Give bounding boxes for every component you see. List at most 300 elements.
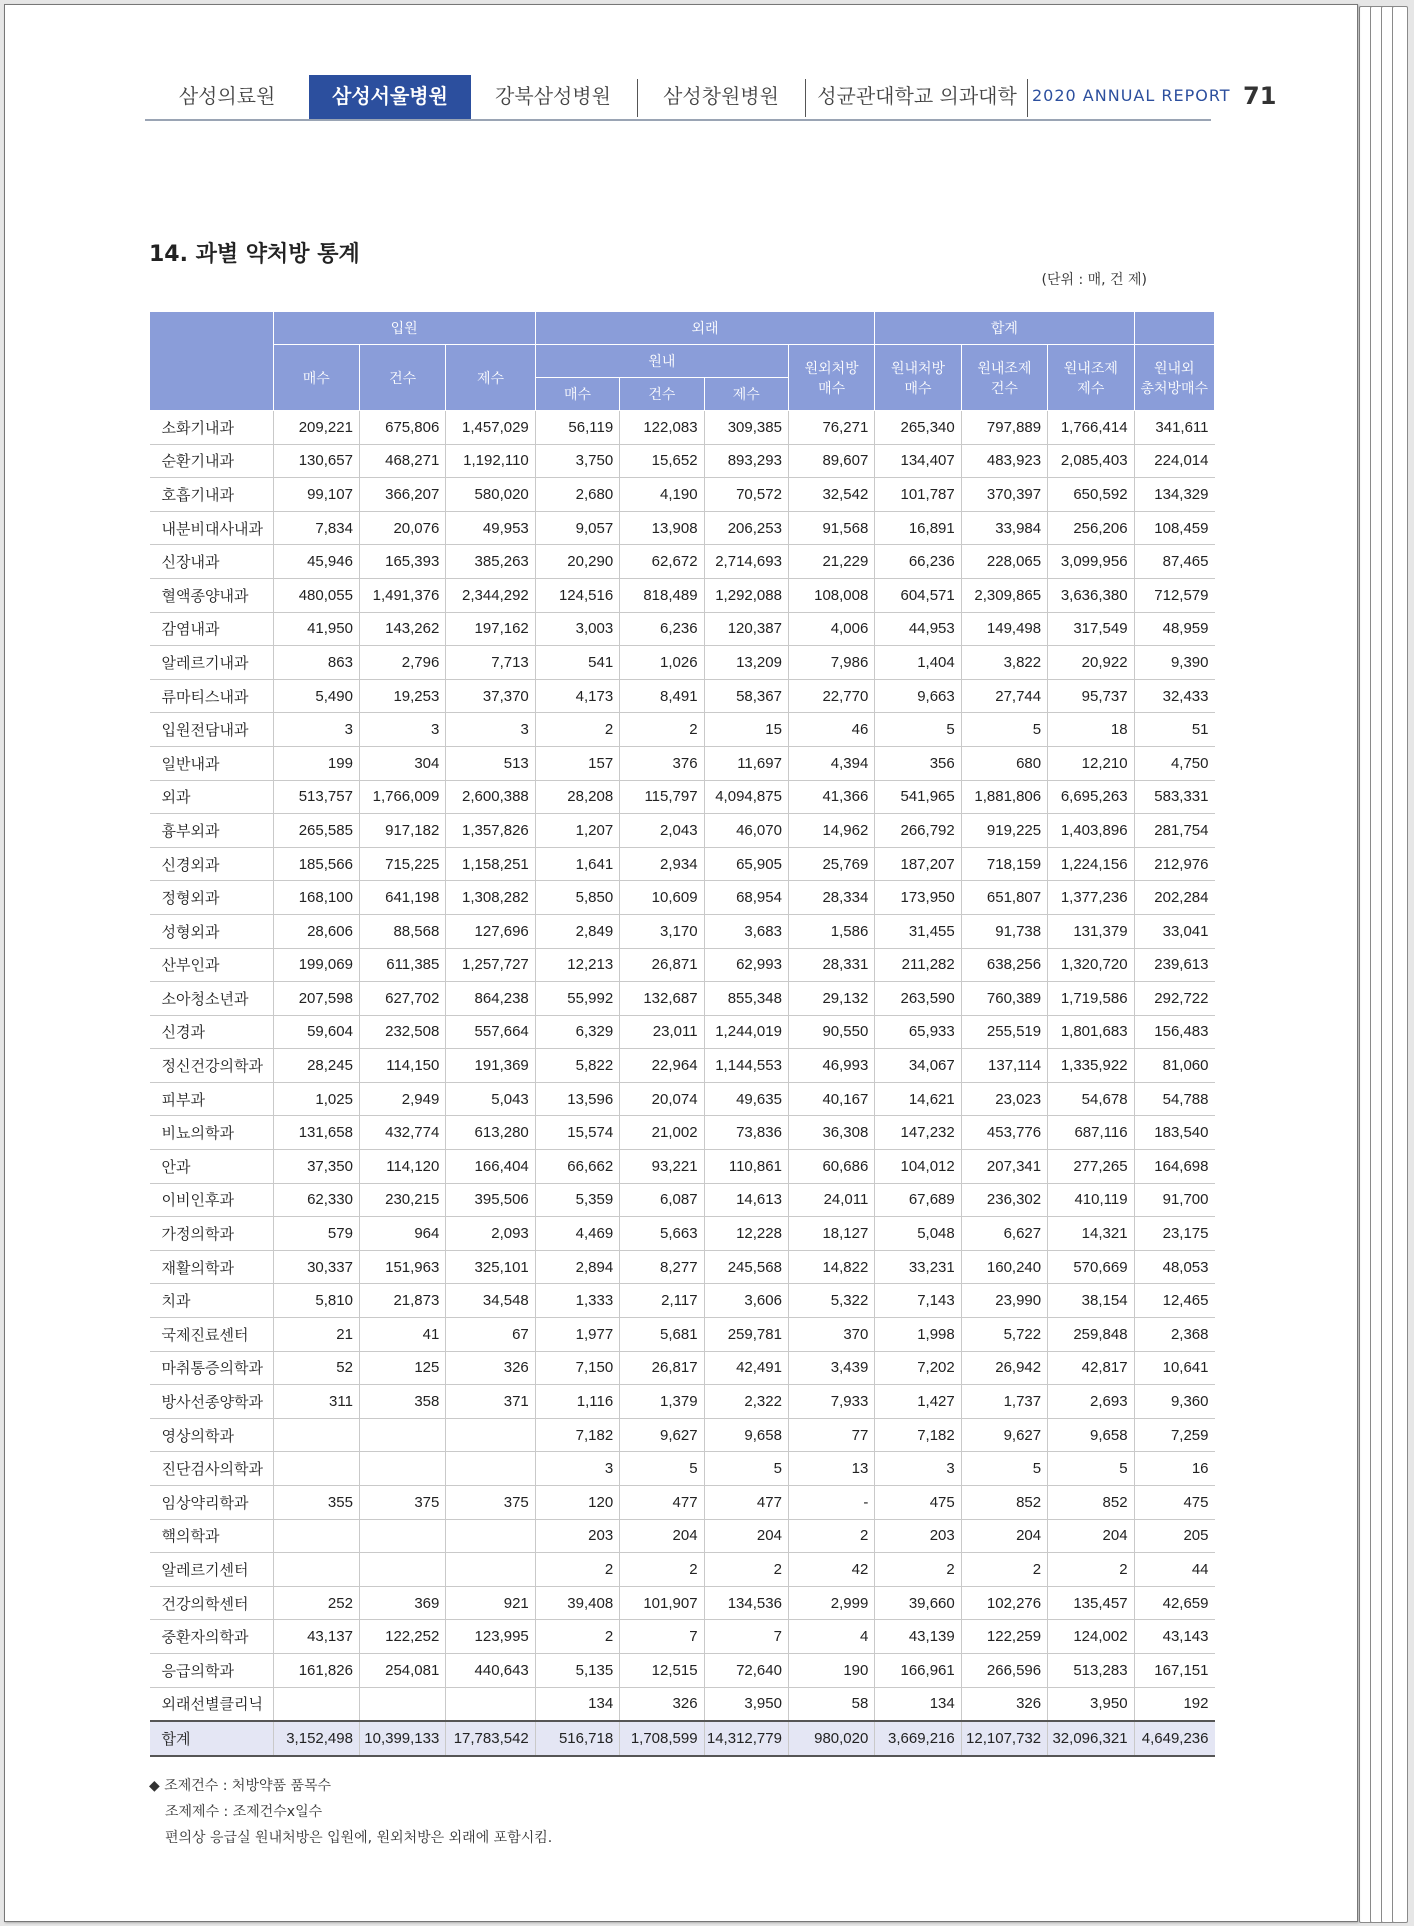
- value-cell: 207,341: [961, 1150, 1047, 1184]
- value-cell: 33,984: [961, 511, 1047, 545]
- table-row: [150, 1418, 1215, 1452]
- value-cell: 67,689: [875, 1183, 961, 1217]
- value-cell: 91,568: [788, 511, 874, 545]
- department-name-cell: 신경과: [150, 1015, 274, 1049]
- value-cell: 40,167: [788, 1082, 874, 1116]
- value-cell: 9,390: [1134, 646, 1214, 680]
- tab-samsung-seoul-hospital[interactable]: 삼성서울병원: [309, 75, 471, 119]
- value-cell: 579: [273, 1217, 359, 1251]
- department-name-cell: 가정의학과: [150, 1217, 274, 1251]
- value-cell: 326: [446, 1351, 535, 1385]
- value-cell: 19,253: [359, 679, 445, 713]
- department-name-cell: 감염내과: [150, 612, 274, 646]
- value-cell: 4,190: [620, 478, 704, 512]
- value-cell: 1,641: [535, 847, 619, 881]
- value-cell: 5,322: [788, 1284, 874, 1318]
- value-cell: 7,933: [788, 1385, 874, 1419]
- value-cell: 209,221: [273, 411, 359, 445]
- value-cell: 1,192,110: [446, 444, 535, 478]
- value-cell: 863: [273, 646, 359, 680]
- value-cell: 919,225: [961, 814, 1047, 848]
- value-cell: 21,229: [788, 545, 874, 579]
- value-cell: 675,806: [359, 411, 445, 445]
- value-cell: 2: [1048, 1553, 1134, 1587]
- tab-samsung-medical-center[interactable]: 삼성의료원: [178, 84, 276, 108]
- value-cell: 88,568: [359, 914, 445, 948]
- value-cell: 236,302: [961, 1183, 1047, 1217]
- value-cell: 5,359: [535, 1183, 619, 1217]
- value-cell: 2,693: [1048, 1385, 1134, 1419]
- value-cell: 259,781: [704, 1318, 788, 1352]
- value-cell: 1,998: [875, 1318, 961, 1352]
- value-cell: 108,008: [788, 578, 874, 612]
- value-cell: 917,182: [359, 814, 445, 848]
- value-cell: [446, 1687, 535, 1721]
- value-cell: 59,604: [273, 1015, 359, 1049]
- table-row: [150, 982, 1215, 1016]
- value-cell: 157: [535, 746, 619, 780]
- value-cell: 23,023: [961, 1082, 1047, 1116]
- value-cell: 147,232: [875, 1116, 961, 1150]
- value-cell: 12,213: [535, 948, 619, 982]
- value-cell: 680: [961, 746, 1047, 780]
- value-cell: 28,606: [273, 914, 359, 948]
- value-cell: 37,350: [273, 1150, 359, 1184]
- value-cell: 46,070: [704, 814, 788, 848]
- value-cell: 15,652: [620, 444, 704, 478]
- value-cell: 1,292,088: [704, 578, 788, 612]
- value-cell: 199: [273, 746, 359, 780]
- header-out-cases: 건수: [620, 378, 704, 411]
- value-cell: 25,769: [788, 847, 874, 881]
- value-cell: 72,640: [704, 1653, 788, 1687]
- value-cell: [273, 1519, 359, 1553]
- value-cell: 34,548: [446, 1284, 535, 1318]
- value-cell: [273, 1553, 359, 1587]
- value-cell: 149,498: [961, 612, 1047, 646]
- header-outside-rx: [788, 345, 874, 411]
- report-page: [4, 4, 1358, 1922]
- value-cell: 5: [704, 1452, 788, 1486]
- table-body: [150, 411, 1215, 1756]
- value-cell: [359, 1418, 445, 1452]
- table-row: [150, 478, 1215, 512]
- table-row: [150, 444, 1215, 478]
- table-row: [150, 1687, 1215, 1721]
- value-cell: 376: [620, 746, 704, 780]
- value-cell: [359, 1687, 445, 1721]
- tab-skku-medicine[interactable]: 성균관대학교 의과대학: [817, 84, 1017, 108]
- department-name-cell: 안과: [150, 1150, 274, 1184]
- value-cell: 855,348: [704, 982, 788, 1016]
- header-out-doses: 제수: [704, 378, 788, 411]
- nav-divider: [805, 79, 806, 117]
- table-row: [150, 1250, 1215, 1284]
- department-name-cell: 혈액종양내과: [150, 578, 274, 612]
- value-cell: 718,159: [961, 847, 1047, 881]
- value-cell: 1,881,806: [961, 780, 1047, 814]
- value-cell: 65,905: [704, 847, 788, 881]
- value-cell: 3,950: [704, 1687, 788, 1721]
- value-cell: 687,116: [1048, 1116, 1134, 1150]
- value-cell: 2,117: [620, 1284, 704, 1318]
- table-row: [150, 914, 1215, 948]
- value-cell: 1,158,251: [446, 847, 535, 881]
- department-name-cell: 이비인후과: [150, 1183, 274, 1217]
- value-cell: 187,207: [875, 847, 961, 881]
- value-cell: 1,491,376: [359, 578, 445, 612]
- department-name-cell: 중환자의학과: [150, 1620, 274, 1654]
- value-cell: 5,043: [446, 1082, 535, 1116]
- header-in-prep-doses-line2: 제수: [1077, 379, 1105, 396]
- value-cell: 5,135: [535, 1653, 619, 1687]
- header-in-prep-cases: [961, 345, 1047, 411]
- value-cell: 3: [875, 1452, 961, 1486]
- value-cell: 1,766,009: [359, 780, 445, 814]
- value-cell: 3,750: [535, 444, 619, 478]
- value-cell: 580,020: [446, 478, 535, 512]
- value-cell: 852: [961, 1486, 1047, 1520]
- value-cell: 104,012: [875, 1150, 961, 1184]
- value-cell: 1,224,156: [1048, 847, 1134, 881]
- value-cell: 604,571: [875, 578, 961, 612]
- value-cell: 9,627: [620, 1418, 704, 1452]
- value-cell: 1,025: [273, 1082, 359, 1116]
- value-cell: 34,067: [875, 1049, 961, 1083]
- department-name-cell: 피부과: [150, 1082, 274, 1116]
- department-name-cell: 마취통증의학과: [150, 1351, 274, 1385]
- value-cell: 161,826: [273, 1653, 359, 1687]
- table-row: [150, 1620, 1215, 1654]
- department-name-cell: 산부인과: [150, 948, 274, 982]
- value-cell: 43,143: [1134, 1620, 1214, 1654]
- value-cell: 2: [875, 1553, 961, 1587]
- department-name-cell: 소아청소년과: [150, 982, 274, 1016]
- value-cell: 366,207: [359, 478, 445, 512]
- department-name-cell: 재활의학과: [150, 1250, 274, 1284]
- value-cell: 49,953: [446, 511, 535, 545]
- value-cell: 77: [788, 1418, 874, 1452]
- value-cell: 132,687: [620, 982, 704, 1016]
- value-cell: 2,093: [446, 1217, 535, 1251]
- value-cell: 62,672: [620, 545, 704, 579]
- value-cell: 2,322: [704, 1385, 788, 1419]
- value-cell: 204: [1048, 1519, 1134, 1553]
- value-cell: 29,132: [788, 982, 874, 1016]
- value-cell: 1,335,922: [1048, 1049, 1134, 1083]
- value-cell: 3,152,498: [273, 1721, 359, 1756]
- value-cell: 164,698: [1134, 1150, 1214, 1184]
- value-cell: 371: [446, 1385, 535, 1419]
- value-cell: 304: [359, 746, 445, 780]
- value-cell: 375: [446, 1486, 535, 1520]
- value-cell: [359, 1452, 445, 1486]
- value-cell: 134,329: [1134, 478, 1214, 512]
- value-cell: 4,649,236: [1134, 1721, 1214, 1756]
- header-in-rx-line1: 원내처방: [890, 359, 946, 376]
- value-cell: 613,280: [446, 1116, 535, 1150]
- value-cell: 12,210: [1048, 746, 1134, 780]
- value-cell: 14,613: [704, 1183, 788, 1217]
- value-cell: 130,657: [273, 444, 359, 478]
- value-cell: 5,681: [620, 1318, 704, 1352]
- value-cell: 2: [961, 1553, 1047, 1587]
- value-cell: 18,127: [788, 1217, 874, 1251]
- value-cell: 211,282: [875, 948, 961, 982]
- table-row: [150, 713, 1215, 747]
- table-row: [150, 1217, 1215, 1251]
- value-cell: 137,114: [961, 1049, 1047, 1083]
- value-cell: 203: [875, 1519, 961, 1553]
- header-in-hospital: 원내: [535, 345, 788, 378]
- value-cell: 292,722: [1134, 982, 1214, 1016]
- header-total-rx-line2: 총처방매수: [1140, 379, 1209, 396]
- value-cell: 852: [1048, 1486, 1134, 1520]
- value-cell: 6,695,263: [1048, 780, 1134, 814]
- value-cell: 13,209: [704, 646, 788, 680]
- value-cell: 3,683: [704, 914, 788, 948]
- value-cell: 108,459: [1134, 511, 1214, 545]
- value-cell: 70,572: [704, 478, 788, 512]
- value-cell: 921: [446, 1586, 535, 1620]
- value-cell: 134: [875, 1687, 961, 1721]
- department-name-cell: 외래선별클리닉: [150, 1687, 274, 1721]
- value-cell: 23,175: [1134, 1217, 1214, 1251]
- value-cell: 122,259: [961, 1620, 1047, 1654]
- value-cell: 44,953: [875, 612, 961, 646]
- value-cell: 22,964: [620, 1049, 704, 1083]
- footnote: 조제제수 : 조제건수x일수: [165, 1804, 323, 1820]
- table-row: [150, 1183, 1215, 1217]
- value-cell: 2,934: [620, 847, 704, 881]
- value-cell: [446, 1553, 535, 1587]
- value-cell: 5,810: [273, 1284, 359, 1318]
- tab-samsung-changwon-hospital[interactable]: 삼성창원병원: [663, 84, 779, 108]
- value-cell: 30,337: [273, 1250, 359, 1284]
- value-cell: 20,922: [1048, 646, 1134, 680]
- value-cell: 10,641: [1134, 1351, 1214, 1385]
- value-cell: 66,236: [875, 545, 961, 579]
- value-cell: 185,566: [273, 847, 359, 881]
- value-cell: 256,206: [1048, 511, 1134, 545]
- value-cell: 1,737: [961, 1385, 1047, 1419]
- value-cell: 1,207: [535, 814, 619, 848]
- value-cell: 204: [961, 1519, 1047, 1553]
- value-cell: 1,026: [620, 646, 704, 680]
- department-name-cell: 호흡기내과: [150, 478, 274, 512]
- value-cell: 281,754: [1134, 814, 1214, 848]
- value-cell: 197,162: [446, 612, 535, 646]
- table-row: [150, 646, 1215, 680]
- value-cell: 20,076: [359, 511, 445, 545]
- value-cell: 3,669,216: [875, 1721, 961, 1756]
- value-cell: [359, 1519, 445, 1553]
- value-cell: 475: [1134, 1486, 1214, 1520]
- value-cell: 3,099,956: [1048, 545, 1134, 579]
- value-cell: 122,252: [359, 1620, 445, 1654]
- value-cell: 28,208: [535, 780, 619, 814]
- value-cell: 14,822: [788, 1250, 874, 1284]
- table-row: [150, 1015, 1215, 1049]
- value-cell: 641,198: [359, 881, 445, 915]
- value-cell: 67: [446, 1318, 535, 1352]
- value-cell: 91,700: [1134, 1183, 1214, 1217]
- value-cell: 2,344,292: [446, 578, 535, 612]
- value-cell: 266,792: [875, 814, 961, 848]
- value-cell: 43,139: [875, 1620, 961, 1654]
- value-cell: 15: [704, 713, 788, 747]
- table-row: [150, 948, 1215, 982]
- value-cell: 45,946: [273, 545, 359, 579]
- value-cell: 7,834: [273, 511, 359, 545]
- value-cell: 203: [535, 1519, 619, 1553]
- department-name-cell: 알레르기내과: [150, 646, 274, 680]
- value-cell: 541,965: [875, 780, 961, 814]
- value-cell: 115,797: [620, 780, 704, 814]
- table-row: [150, 578, 1215, 612]
- value-cell: 60,686: [788, 1150, 874, 1184]
- value-cell: 651,807: [961, 881, 1047, 915]
- value-cell: 110,861: [704, 1150, 788, 1184]
- value-cell: 93,221: [620, 1150, 704, 1184]
- value-cell: 2,043: [620, 814, 704, 848]
- table-row: [150, 1284, 1215, 1318]
- value-cell: 120: [535, 1486, 619, 1520]
- value-cell: 6,329: [535, 1015, 619, 1049]
- value-cell: 135,457: [1048, 1586, 1134, 1620]
- value-cell: 12,515: [620, 1653, 704, 1687]
- table-row: [150, 1351, 1215, 1385]
- table-row: [150, 780, 1215, 814]
- table-row: [150, 1586, 1215, 1620]
- header-in-prep-doses-line1: 원내조제: [1063, 359, 1118, 376]
- value-cell: 1,719,586: [1048, 982, 1134, 1016]
- value-cell: 5: [875, 713, 961, 747]
- department-name-cell: 신장내과: [150, 545, 274, 579]
- table-row: [150, 1385, 1215, 1419]
- department-name-cell: 흉부외과: [150, 814, 274, 848]
- value-cell: 17,783,542: [446, 1721, 535, 1756]
- value-cell: 131,658: [273, 1116, 359, 1150]
- value-cell: 42,659: [1134, 1586, 1214, 1620]
- value-cell: 43,137: [273, 1620, 359, 1654]
- table-row: [150, 1519, 1215, 1553]
- value-cell: 1,377,236: [1048, 881, 1134, 915]
- total-row: [150, 1721, 1215, 1756]
- value-cell: 3,170: [620, 914, 704, 948]
- department-name-cell: 순환기내과: [150, 444, 274, 478]
- value-cell: 191,369: [446, 1049, 535, 1083]
- value-cell: 173,950: [875, 881, 961, 915]
- value-cell: 12,228: [704, 1217, 788, 1251]
- value-cell: 3: [273, 713, 359, 747]
- department-name-cell: 핵의학과: [150, 1519, 274, 1553]
- value-cell: 638,256: [961, 948, 1047, 982]
- header-in-rx: [875, 345, 961, 411]
- value-cell: 541: [535, 646, 619, 680]
- value-cell: 370,397: [961, 478, 1047, 512]
- value-cell: 1,144,553: [704, 1049, 788, 1083]
- value-cell: 167,151: [1134, 1653, 1214, 1687]
- value-cell: 183,540: [1134, 1116, 1214, 1150]
- value-cell: 21: [273, 1318, 359, 1352]
- value-cell: 199,069: [273, 948, 359, 982]
- value-cell: 42,491: [704, 1351, 788, 1385]
- value-cell: 23,011: [620, 1015, 704, 1049]
- tab-kangbuk-samsung-hospital[interactable]: 강북삼성병원: [495, 84, 611, 108]
- value-cell: 48,053: [1134, 1250, 1214, 1284]
- value-cell: 341,611: [1134, 411, 1214, 445]
- value-cell: 4,394: [788, 746, 874, 780]
- value-cell: 46,993: [788, 1049, 874, 1083]
- department-name-cell: 소화기내과: [150, 411, 274, 445]
- value-cell: 54,788: [1134, 1082, 1214, 1116]
- value-cell: 2,849: [535, 914, 619, 948]
- value-cell: 55,992: [535, 982, 619, 1016]
- section-title: 14. 과별 약처방 통계: [149, 242, 360, 267]
- value-cell: 101,787: [875, 478, 961, 512]
- value-cell: 44: [1134, 1553, 1214, 1587]
- value-cell: 5,850: [535, 881, 619, 915]
- value-cell: 12,107,732: [961, 1721, 1047, 1756]
- value-cell: 143,262: [359, 612, 445, 646]
- value-cell: 32,433: [1134, 679, 1214, 713]
- value-cell: 4,006: [788, 612, 874, 646]
- value-cell: 6,627: [961, 1217, 1047, 1251]
- value-cell: 190: [788, 1653, 874, 1687]
- table-row: [150, 1553, 1215, 1587]
- value-cell: 95,737: [1048, 679, 1134, 713]
- value-cell: 7: [620, 1620, 704, 1654]
- value-cell: 1,257,727: [446, 948, 535, 982]
- value-cell: 125: [359, 1351, 445, 1385]
- value-cell: 5,822: [535, 1049, 619, 1083]
- value-cell: 245,568: [704, 1250, 788, 1284]
- value-cell: 62,993: [704, 948, 788, 982]
- value-cell: 39,660: [875, 1586, 961, 1620]
- value-cell: 20,290: [535, 545, 619, 579]
- value-cell: 28,331: [788, 948, 874, 982]
- value-cell: 127,696: [446, 914, 535, 948]
- nav-divider: [637, 79, 638, 117]
- value-cell: 205: [1134, 1519, 1214, 1553]
- value-cell: 33,041: [1134, 914, 1214, 948]
- value-cell: 41,950: [273, 612, 359, 646]
- department-name-cell: 외과: [150, 780, 274, 814]
- value-cell: 864,238: [446, 982, 535, 1016]
- value-cell: 124,516: [535, 578, 619, 612]
- value-cell: 89,607: [788, 444, 874, 478]
- value-cell: 206,253: [704, 511, 788, 545]
- department-name-cell: 일반내과: [150, 746, 274, 780]
- value-cell: 32,096,321: [1048, 1721, 1134, 1756]
- department-name-cell: 국제진료센터: [150, 1318, 274, 1352]
- value-cell: [273, 1418, 359, 1452]
- value-cell: 1,403,896: [1048, 814, 1134, 848]
- value-cell: 99,107: [273, 478, 359, 512]
- value-cell: 309,385: [704, 411, 788, 445]
- table-row: [150, 1049, 1215, 1083]
- value-cell: 513: [446, 746, 535, 780]
- header-in-prep-doses: [1048, 345, 1134, 411]
- value-cell: 9,658: [1048, 1418, 1134, 1452]
- value-cell: 259,848: [1048, 1318, 1134, 1352]
- value-cell: 66,662: [535, 1150, 619, 1184]
- value-cell: 20,074: [620, 1082, 704, 1116]
- value-cell: 134: [535, 1687, 619, 1721]
- value-cell: 32,542: [788, 478, 874, 512]
- value-cell: 369: [359, 1586, 445, 1620]
